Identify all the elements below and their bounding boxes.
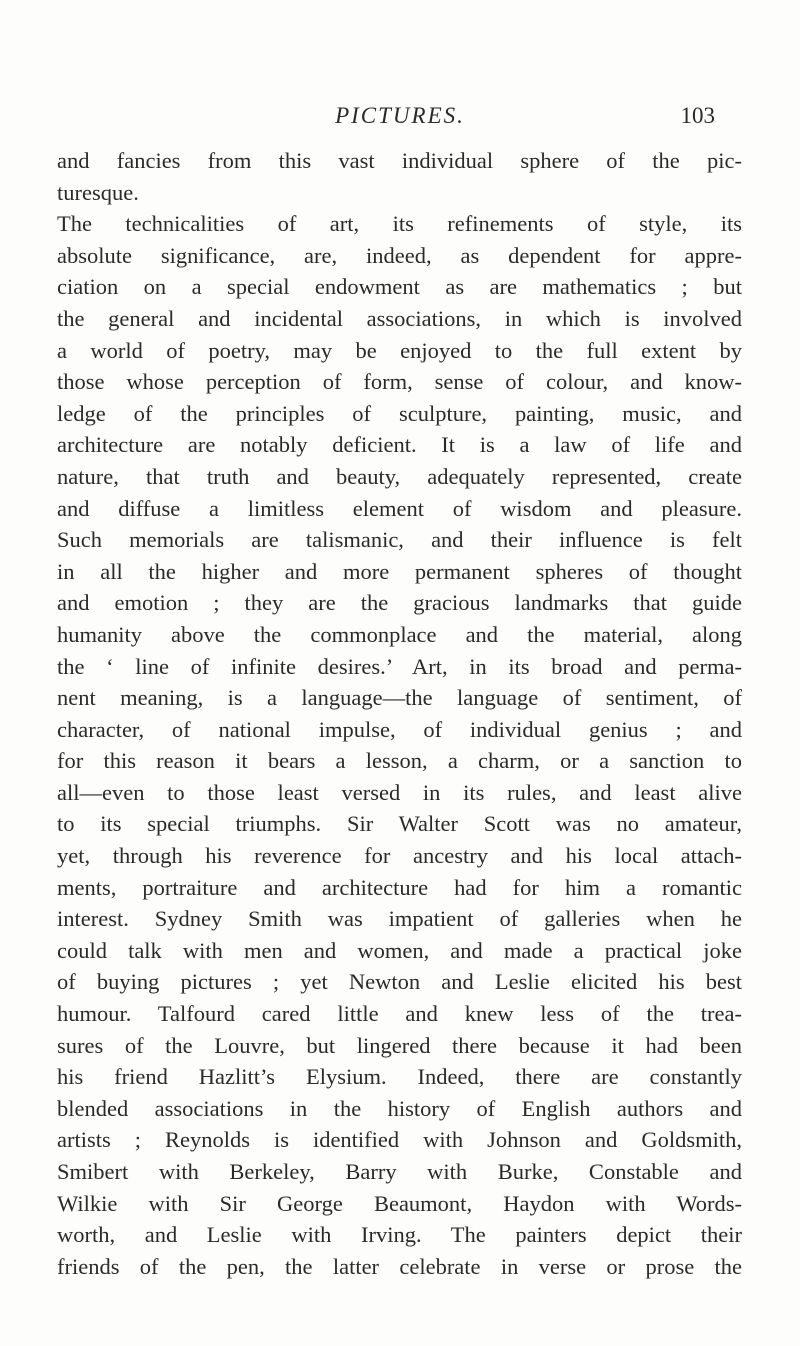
text-line: sures of the Louvre, but lingered there because it had been — [57, 1032, 742, 1058]
text-line: could talk with men and women, and made a practical joke — [57, 937, 742, 963]
text-line: for this reason it bears a lesson, a charm, or a sanction to — [57, 748, 742, 774]
text-line: and emotion ; they are the gracious landmarks that guide — [57, 590, 742, 616]
text-line: the general and incidental associations, in which is involved — [57, 305, 742, 331]
text-line: architecture are notably deficient. It is a law of life and — [57, 432, 742, 458]
text-line: worth, and Leslie with Irving. The painters depict their — [57, 1222, 742, 1248]
text-line: nature, that truth and beauty, adequately represented, create — [57, 463, 742, 489]
text-line: a world of poetry, may be enjoyed to the full extent by — [57, 337, 742, 363]
text-line: ciation on a special endowment as are mathematics ; but — [57, 274, 742, 300]
text-line: artists ; Reynolds is identified with Johnson and Goldsmith, — [57, 1127, 742, 1153]
text-line: Smibert with Berkeley, Barry with Burke, Constable and — [57, 1159, 742, 1184]
text-line: yet, through his reverence for ancestry and his local attach- — [57, 843, 742, 869]
text-line: The technicalities of art, its refinements of style, its — [57, 211, 742, 237]
text-line: turesque. — [57, 179, 139, 205]
text-line: interest. Sydney Smith was impatient of galleries when he — [57, 906, 742, 932]
text-line: friends of the pen, the latter celebrate in verse or prose the — [57, 1253, 742, 1279]
text-line: humanity above the commonplace and the material, along — [57, 621, 742, 647]
text-line: his friend Hazlitt’s Elysium. Indeed, there are constantly — [57, 1064, 742, 1090]
text-line: and fancies from this vast individual sphere of the pic- — [57, 148, 742, 173]
text-line: those whose perception of form, sense of colour, and know- — [57, 369, 742, 395]
text-line: blended associations in the history of English authors and — [57, 1095, 742, 1121]
text-line: humour. Talfourd cared little and knew less of the trea- — [57, 1001, 742, 1027]
text-line: ledge of the principles of sculpture, painting, music, and — [57, 400, 742, 426]
text-line: all—even to those least versed in its rules, and least alive — [57, 779, 742, 805]
text-line: to its special triumphs. Sir Walter Scott was no amateur, — [57, 811, 742, 837]
text-line: ments, portraiture and architecture had for him a romantic — [57, 874, 742, 900]
text-line: and diffuse a limitless element of wisdom and pleasure. — [57, 495, 742, 521]
text-line: Such memorials are talismanic, and their influence is felt — [57, 527, 742, 553]
body-text — [57, 145, 742, 1282]
running-title: PICTURES. — [335, 103, 465, 128]
text-line: nent meaning, is a language—the language of sentiment, of — [57, 685, 742, 711]
text-line: of buying pictures ; yet Newton and Leslie elicited his best — [57, 969, 742, 995]
text-line: in all the higher and more permanent spheres of thought — [57, 558, 742, 584]
page-number: 103 — [680, 103, 715, 128]
text-line: Wilkie with Sir George Beaumont, Haydon with Words- — [57, 1190, 742, 1216]
text-line: absolute significance, are, indeed, as dependent for appre- — [57, 242, 742, 268]
running-head — [0, 98, 800, 134]
text-line: character, of national impulse, of individual genius ; and — [57, 716, 742, 742]
text-line: the ‘ line of infinite desires.’ Art, in its broad and perma- — [57, 653, 742, 679]
